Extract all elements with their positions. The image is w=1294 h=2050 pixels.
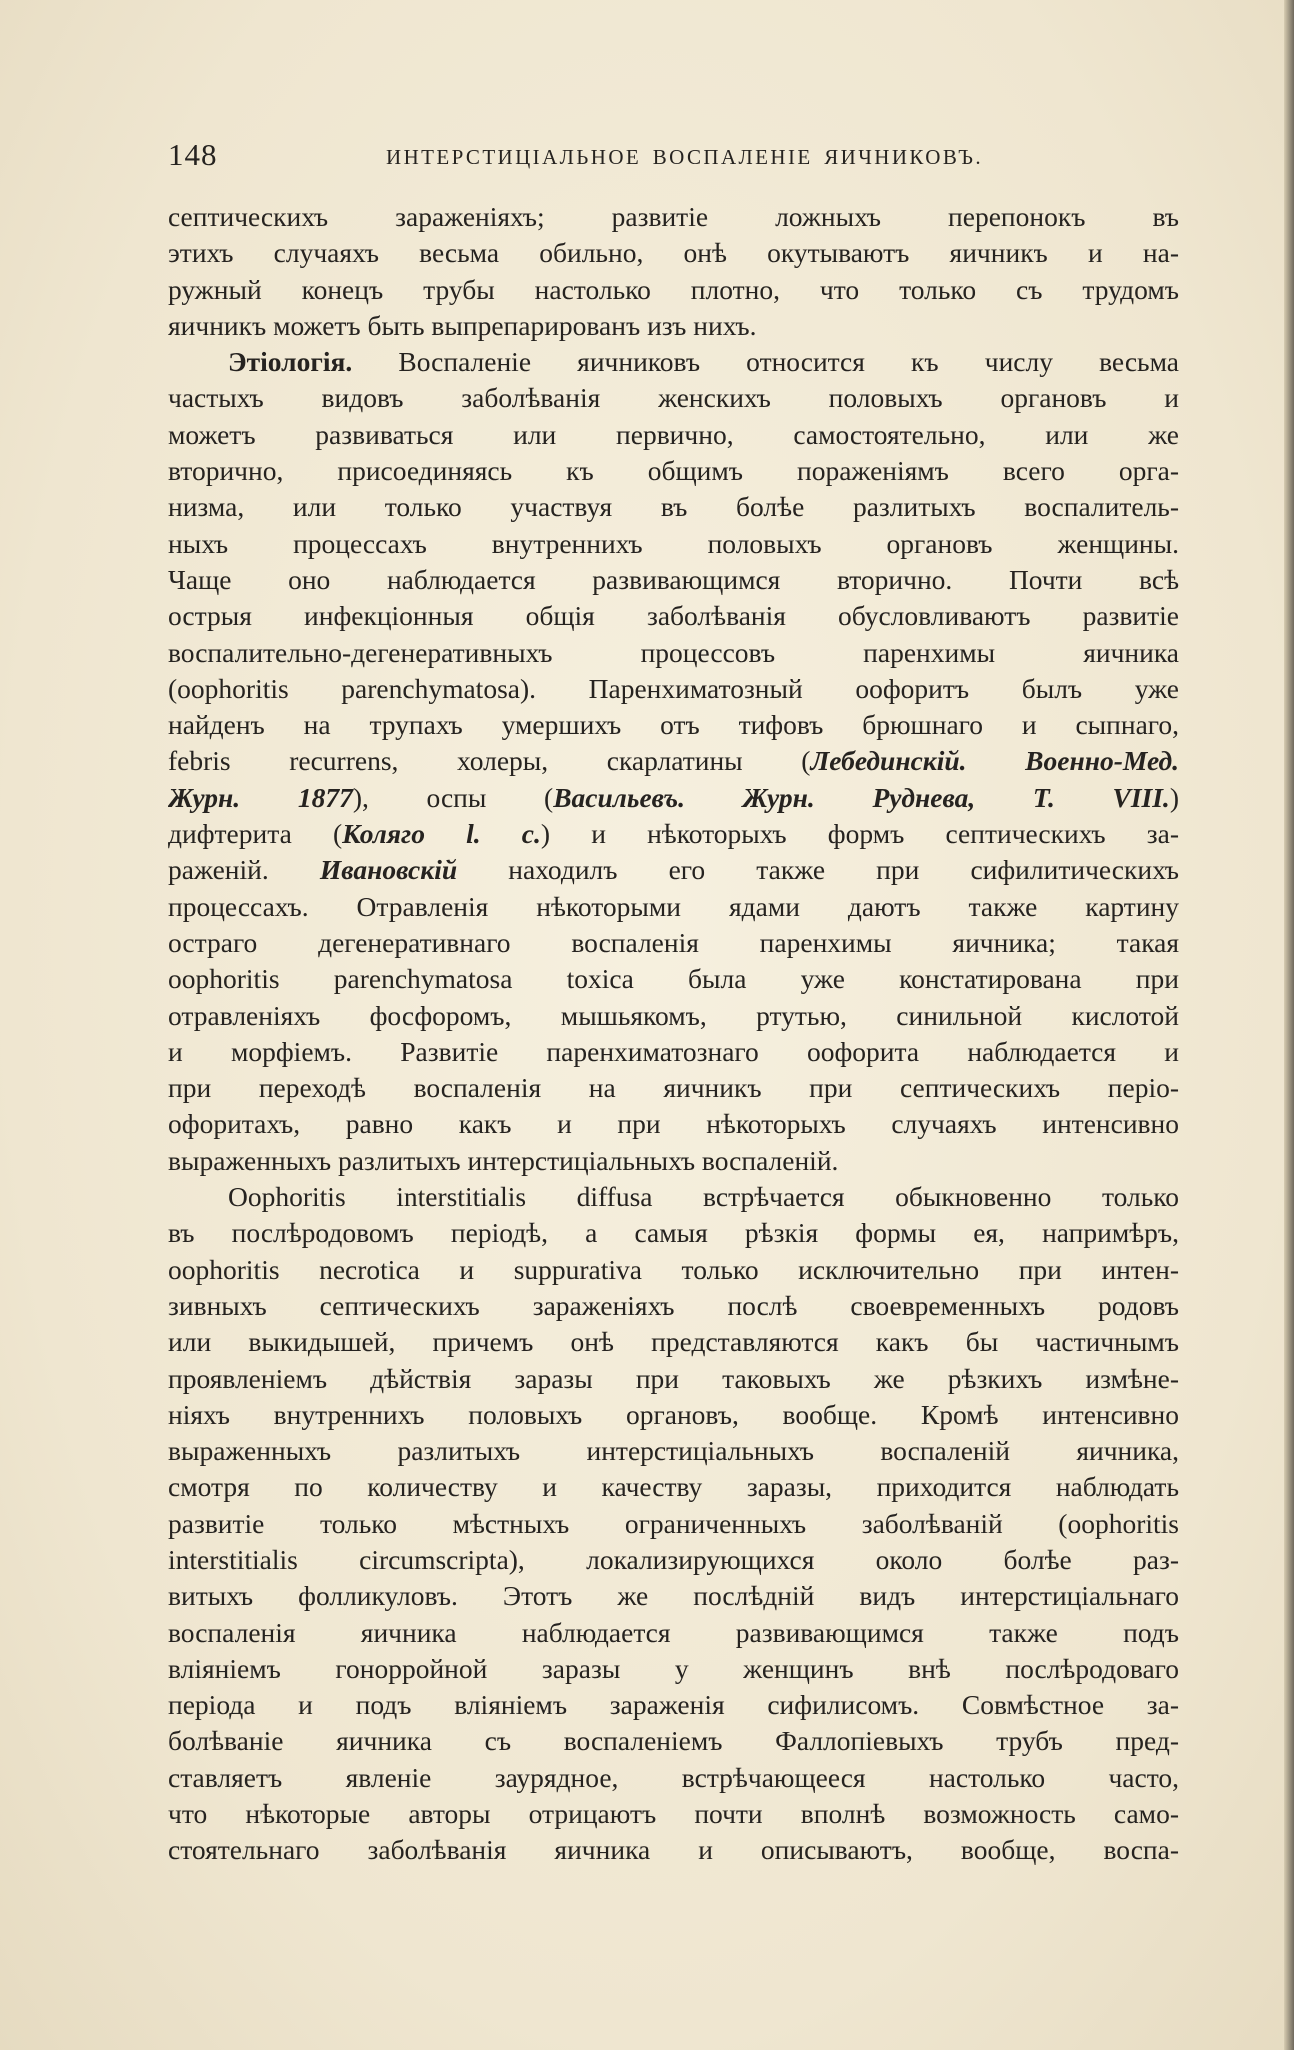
text-run: дифтерита ( (168, 818, 343, 850)
text-run: Воспаленіе яичниковъ относится къ числу весьма (352, 346, 1179, 378)
page-edge-shadow (1284, 0, 1294, 2050)
text-line: ружный конецъ трубы настолько плотно, что только съ трудомъ (168, 273, 1179, 305)
text-line: (oophoritis parenchymatosa). Паренхиматозный оофоритъ былъ уже (168, 672, 1179, 704)
text-run: febris recurrens, холеры, скарлатины ( (168, 745, 811, 777)
text-line: выраженныхъ разлитыхъ интерстиціальныхъ воспаленій. (168, 1144, 839, 1176)
text-line: отравленіяхъ фосфоромъ, мышьякомъ, ртутью, синильной кислотой (168, 999, 1179, 1031)
text-line: проявленіемъ дѣйствія заразы при таковыхъ же рѣзкихъ измѣне- (168, 1362, 1179, 1394)
text-run: раженій. (168, 854, 320, 886)
text-line: офоритахъ, равно какъ и при нѣкоторыхъ случаяхъ интенсивно (168, 1108, 1179, 1140)
text-line: вліяніемъ гонорройной заразы у женщинъ внѣ послѣродоваго (168, 1652, 1179, 1684)
text-line: низма, или только участвуя въ болѣе разлитыхъ воспалитель- (168, 491, 1179, 523)
text-line: частыхъ видовъ заболѣванія женскихъ половыхъ органовъ и (168, 382, 1179, 414)
text-line (168, 852, 1179, 888)
text-line: яичникъ можетъ быть выпрепарированъ изъ нихъ. (168, 309, 757, 341)
text-line: смотря по количеству и качеству заразы, приходится наблюдать (168, 1471, 1179, 1503)
author-name: Ивановскій (319, 854, 458, 886)
text-line: этихъ случаяхъ весьма обильно, онѣ окутываютъ яичникъ и на- (168, 237, 1179, 269)
running-head: ИНТЕРСТИЦІАЛЬНОЕ ВОСПАЛЕНІЕ ЯИЧНИКОВЪ. (386, 145, 983, 169)
text-line: воспаленія яичника наблюдается развивающимся также подъ (168, 1616, 1179, 1648)
text-line: ніяхъ внутреннихъ половыхъ органовъ, вообще. Кромѣ интенсивно (168, 1398, 1179, 1430)
text-line: острыя инфекціонныя общія заболѣванія обусловливаютъ развитіе (168, 600, 1179, 632)
page-header (168, 137, 1168, 181)
body-text (168, 199, 1179, 1869)
text-line: развитіе только мѣстныхъ ограниченныхъ заболѣваній (oophoritis (168, 1507, 1179, 1539)
text-line (168, 743, 1179, 779)
text-line: Чаще оно наблюдается развивающимся вторично. Почти всѣ (168, 563, 1179, 595)
text-run: ) (1169, 781, 1179, 813)
text-line: витыхъ фолликуловъ. Этотъ же послѣдній видъ интерстиціальнаго (168, 1580, 1179, 1612)
text-line: или выкидышей, причемъ онѣ представляются какъ бы частичнымъ (168, 1326, 1179, 1358)
text-line: oophoritis parenchymatosa toxica была уже констатирована при (168, 963, 1179, 995)
text-run: ), оспы ( (352, 781, 554, 813)
text-line: Oophoritis interstitialis diffusa встрѣчается обыкновенно только (228, 1181, 1179, 1213)
citation-ref: Журн. 1877 (168, 781, 353, 813)
text-line (168, 780, 1179, 816)
citation-ref: Коляго l. c. (342, 818, 541, 850)
citation-ref: Лебединскій. Военно-Мед. (810, 745, 1179, 777)
text-line: періода и подъ вліяніемъ зараженія сифилисомъ. Совмѣстное за- (168, 1689, 1179, 1721)
text-line (168, 816, 1179, 852)
text-line: воспалительно-дегенеративныхъ процессовъ паренхимы яичника (168, 636, 1179, 668)
text-line: можетъ развиваться или первично, самостоятельно, или же (168, 418, 1179, 450)
text-line: oophoritis necrotica и suppurativa только исключительно при интен- (168, 1253, 1179, 1285)
text-line: процессахъ. Отравленія нѣкоторыми ядами даютъ также картину (168, 890, 1179, 922)
text-line: стоятельнаго заболѣванія яичника и описываютъ, вообще, воспа- (168, 1834, 1179, 1866)
text-line: вторично, присоединяясь къ общимъ пораженіямъ всего орга- (168, 455, 1179, 487)
text-run: находилъ его также при сифилитическихъ (457, 854, 1179, 886)
text-line (168, 344, 1179, 380)
text-line: выраженныхъ разлитыхъ интерстиціальныхъ воспаленій яичника, (168, 1435, 1179, 1467)
text-line: болѣваніе яичника съ воспаленіемъ Фаллопіевыхъ трубъ пред- (168, 1725, 1179, 1757)
section-heading-etiology: Этіологія. (228, 346, 353, 378)
text-line: interstitialis circumscripta), локализирующихся около болѣе раз- (168, 1543, 1179, 1575)
text-line: септическихъ зараженіяхъ; развитіе ложныхъ перепонокъ въ (168, 201, 1179, 232)
text-line: въ послѣродовомъ періодѣ, а самыя рѣзкія формы ея, напримѣръ, (168, 1217, 1179, 1249)
text-line: найденъ на трупахъ умершихъ отъ тифовъ брюшнаго и сыпнаго, (168, 709, 1179, 741)
text-line: остраго дегенеративнаго воспаленія паренхимы яичника; такая (168, 926, 1179, 958)
text-line: ныхъ процессахъ внутреннихъ половыхъ органовъ женщины. (168, 527, 1179, 559)
citation-ref: Васильевъ. Журн. Руднева, Т. VIII. (553, 781, 1170, 813)
text-run: ) и нѣкоторыхъ формъ септическихъ за- (540, 818, 1179, 850)
text-line: что нѣкоторые авторы отрицаютъ почти вполнѣ возможность само- (168, 1798, 1179, 1830)
text-line: и морфіемъ. Развитіе паренхиматознаго оофорита наблюдается и (168, 1035, 1179, 1067)
page-number: 148 (168, 137, 218, 172)
text-line: при переходѣ воспаленія на яичникъ при септическихъ періо- (168, 1072, 1179, 1104)
text-line: ставляетъ явленіе заурядное, встрѣчающееся настолько часто, (168, 1761, 1179, 1793)
text-line: зивныхъ септическихъ зараженіяхъ послѣ своевременныхъ родовъ (168, 1289, 1179, 1321)
